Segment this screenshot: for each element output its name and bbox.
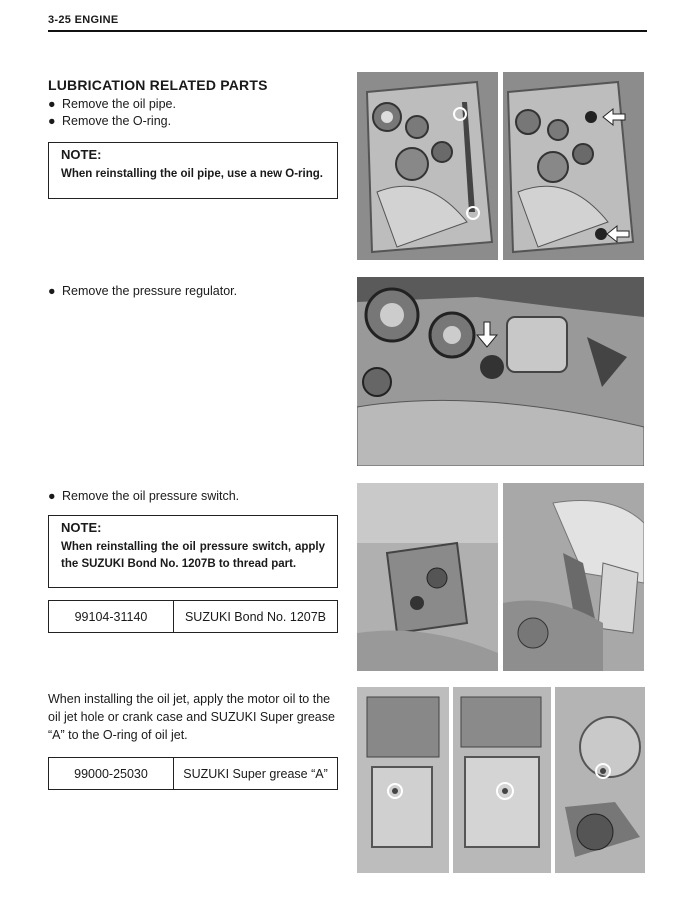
step-remove-oil-pipe bbox=[48, 97, 176, 111]
step-remove-oil-pressure-switch bbox=[48, 489, 239, 503]
step-text: Remove the oil pipe. bbox=[62, 97, 176, 111]
step-text: Remove the O-ring. bbox=[62, 114, 172, 128]
photo-oil-jet-1 bbox=[357, 687, 449, 873]
photo-oil-jet-3 bbox=[555, 687, 645, 873]
crankcase-image bbox=[503, 483, 644, 671]
photo-oil-pipe-left bbox=[357, 72, 498, 260]
photo-oil-pipe-right bbox=[503, 72, 644, 260]
photo-oil-jet-2 bbox=[453, 687, 551, 873]
crankcase-image bbox=[357, 483, 498, 671]
spec-table-bond bbox=[48, 600, 338, 633]
header-rule bbox=[48, 30, 647, 32]
bullet-icon: ● bbox=[48, 284, 56, 298]
step-remove-pressure-regulator bbox=[48, 284, 237, 298]
crankcase-image bbox=[357, 72, 498, 260]
spec-code: 99000-25030 bbox=[49, 758, 174, 789]
step-text: Remove the pressure regulator. bbox=[62, 284, 238, 298]
page-header: 3-25 ENGINE bbox=[48, 14, 119, 26]
note-box-oil-pipe bbox=[48, 142, 338, 199]
crankcase-image bbox=[555, 687, 645, 873]
spec-name: SUZUKI Bond No. 1207B bbox=[184, 609, 327, 624]
note-box-oil-pressure-switch bbox=[48, 515, 338, 588]
bullet-icon: ● bbox=[48, 489, 56, 503]
note-text: When reinstalling the oil pressure switch, apply the SUZUKI Bond No. 1207B to thread part. bbox=[61, 541, 325, 570]
spec-name: SUZUKI Super grease “A” bbox=[183, 766, 328, 781]
step-remove-o-ring bbox=[48, 114, 171, 128]
crankcase-image bbox=[503, 72, 644, 260]
crankcase-image bbox=[357, 687, 449, 873]
photo-oil-pressure-switch-right bbox=[503, 483, 644, 671]
bullet-icon: ● bbox=[48, 114, 56, 128]
section-title: LUBRICATION RELATED PARTS bbox=[48, 77, 268, 93]
crankcase-image bbox=[453, 687, 551, 873]
spec-code: 99104-31140 bbox=[49, 601, 174, 632]
note-title: NOTE: bbox=[61, 520, 102, 535]
bullet-icon: ● bbox=[48, 97, 56, 111]
spec-table-grease bbox=[48, 757, 338, 790]
oil-jet-paragraph: When installing the oil jet, apply the motor oil to the oil jet hole or crank case and SUZUKI Super grease “A” to the O-ring of oil jet. bbox=[48, 692, 335, 742]
photo-pressure-regulator bbox=[357, 277, 644, 466]
note-text: When reinstalling the oil pipe, use a new O-ring. bbox=[61, 168, 323, 180]
note-title: NOTE: bbox=[61, 147, 102, 162]
crankcase-image bbox=[357, 277, 644, 466]
step-text: Remove the oil pressure switch. bbox=[62, 489, 240, 503]
photo-oil-pressure-switch-left bbox=[357, 483, 498, 671]
